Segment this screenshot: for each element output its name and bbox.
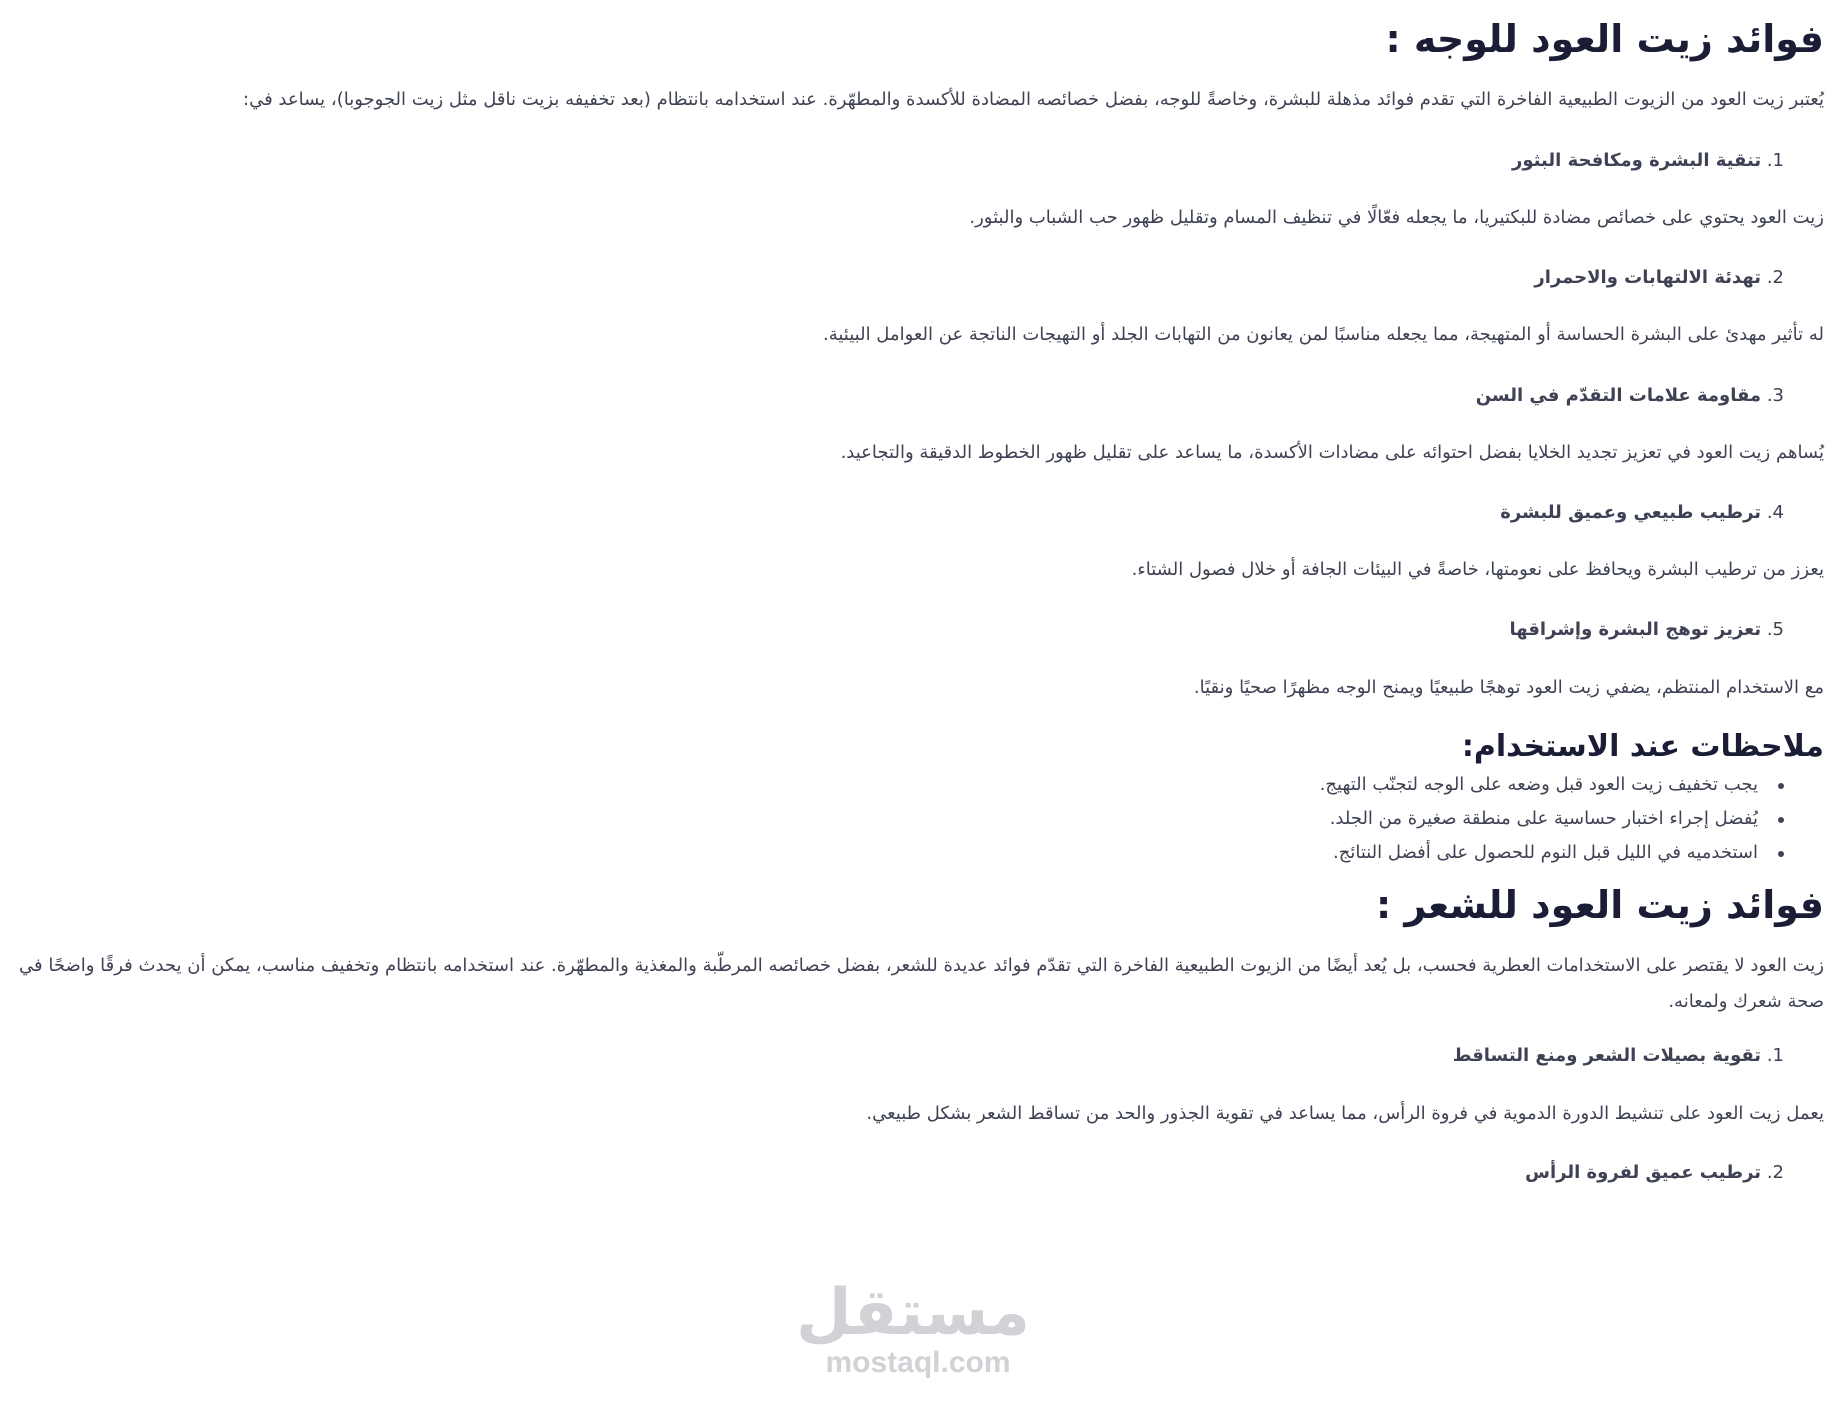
note-text: يُفضل إجراء اختبار حساسية على منطقة صغيرة من الجلد.	[1329, 808, 1758, 829]
face-item-5-text: مع الاستخدام المنتظم، يضفي زيت العود توهجًا طبيعيًا ويمنح الوجه مظهرًا صحيًا ونقيًا.	[1193, 677, 1824, 698]
hair-intro: زيت العود لا يقتصر على الاستخدامات العطرية فحسب، بل يُعد أيضًا من الزيوت الطبيعية الفاخرة التي تقدّم فوائد عديدة للشعر، بفضل خصائصه المرطّبة والمغذية والمطهّرة. عند استخدامه بانتظام وتخفيف مناسب، يمكن أن يحدث فرقًا واضحًا في صحة شعرك ولمعانه.	[19, 955, 1824, 1012]
item-number: 2.	[1766, 267, 1784, 288]
face-item-1-heading	[1512, 146, 1824, 176]
face-item-3-heading	[1476, 381, 1824, 411]
face-item-4-text: يعزز من ترطيب البشرة ويحافظ على نعومتها، خاصةً في البيئات الجافة أو خلال فصول الشتاء.	[1131, 559, 1824, 580]
face-item-3-text: يُساهم زيت العود في تعزيز تجديد الخلايا بفضل احتوائه على مضادات الأكسدة، ما يساعد على تقليل ظهور الخطوط الدقيقة والتجاعيد.	[840, 442, 1824, 463]
face-item-2-heading	[1534, 263, 1824, 293]
face-item-5-heading	[1509, 615, 1824, 645]
notes-title: ملاحظات عند الاستخدام:	[1461, 729, 1824, 764]
bullet-icon	[1778, 851, 1784, 857]
item-title: تقوية بصيلات الشعر ومنع التساقط	[1452, 1045, 1762, 1066]
list-item	[1320, 802, 1784, 836]
item-number: 1.	[1766, 1045, 1784, 1066]
item-title: مقاومة علامات التقدّم في السن	[1475, 385, 1762, 406]
face-item-1-text: زيت العود يحتوي على خصائص مضادة للبكتيريا، ما يجعله فعّالًا في تنظيف المسام وتقليل ظهور حب الشباب والبثور.	[969, 207, 1824, 228]
bullet-icon	[1778, 817, 1784, 823]
item-title: تهدئة الالتهابات والاحمرار	[1534, 267, 1762, 288]
item-number: 3.	[1766, 385, 1784, 406]
watermark-arabic: مستقل	[795, 1276, 1030, 1350]
hair-item-1-heading	[1453, 1041, 1824, 1071]
note-text: استخدميه في الليل قبل النوم للحصول على أفضل النتائج.	[1332, 842, 1758, 863]
list-item	[1320, 836, 1784, 870]
item-title: تعزيز توهج البشرة وإشراقها	[1509, 619, 1762, 640]
bullet-icon	[1778, 783, 1784, 789]
note-text: يجب تخفيف زيت العود قبل وضعه على الوجه لتجنّب التهيج.	[1319, 774, 1758, 795]
item-number: 5.	[1766, 619, 1784, 640]
hair-item-2-heading	[1525, 1158, 1824, 1188]
item-number: 1.	[1766, 150, 1784, 171]
watermark-latin: mostaql.com	[825, 1346, 1011, 1379]
item-title: ترطيب طبيعي وعميق للبشرة	[1500, 502, 1762, 523]
hair-item-1-text: يعمل زيت العود على تنشيط الدورة الدموية في فروة الرأس، مما يساعد في تقوية الجذور والحد من تساقط الشعر بشكل طبيعي.	[866, 1103, 1824, 1124]
face-item-4-heading	[1500, 498, 1824, 528]
item-title: ترطيب عميق لفروة الرأس	[1525, 1162, 1762, 1183]
face-intro: يُعتبر زيت العود من الزيوت الطبيعية الفاخرة التي تقدم فوائد مذهلة للبشرة، وخاصةً للوجه، بفضل خصائصه المضادة للأكسدة والمطهّرة. عند استخدامه بانتظام (بعد تخفيفه بزيت ناقل مثل زيت الجوجوبا)، يساعد في:	[243, 89, 1824, 110]
item-number: 4.	[1766, 502, 1784, 523]
face-item-2-text: له تأثير مهدئ على البشرة الحساسة أو المتهيجة، مما يجعله مناسبًا لمن يعانون من التهابات الجلد أو التهيجات الناتجة عن العوامل البيئية.	[822, 324, 1824, 345]
hair-section-title: فوائد زيت العود للشعر :	[1375, 883, 1824, 927]
notes-list	[1320, 768, 1824, 870]
list-item	[1320, 768, 1784, 802]
item-title: تنقية البشرة ومكافحة البثور	[1512, 150, 1762, 171]
mostaql-watermark	[795, 1276, 1030, 1380]
face-section-title: فوائد زيت العود للوجه :	[1385, 17, 1824, 61]
item-number: 2.	[1766, 1162, 1784, 1183]
